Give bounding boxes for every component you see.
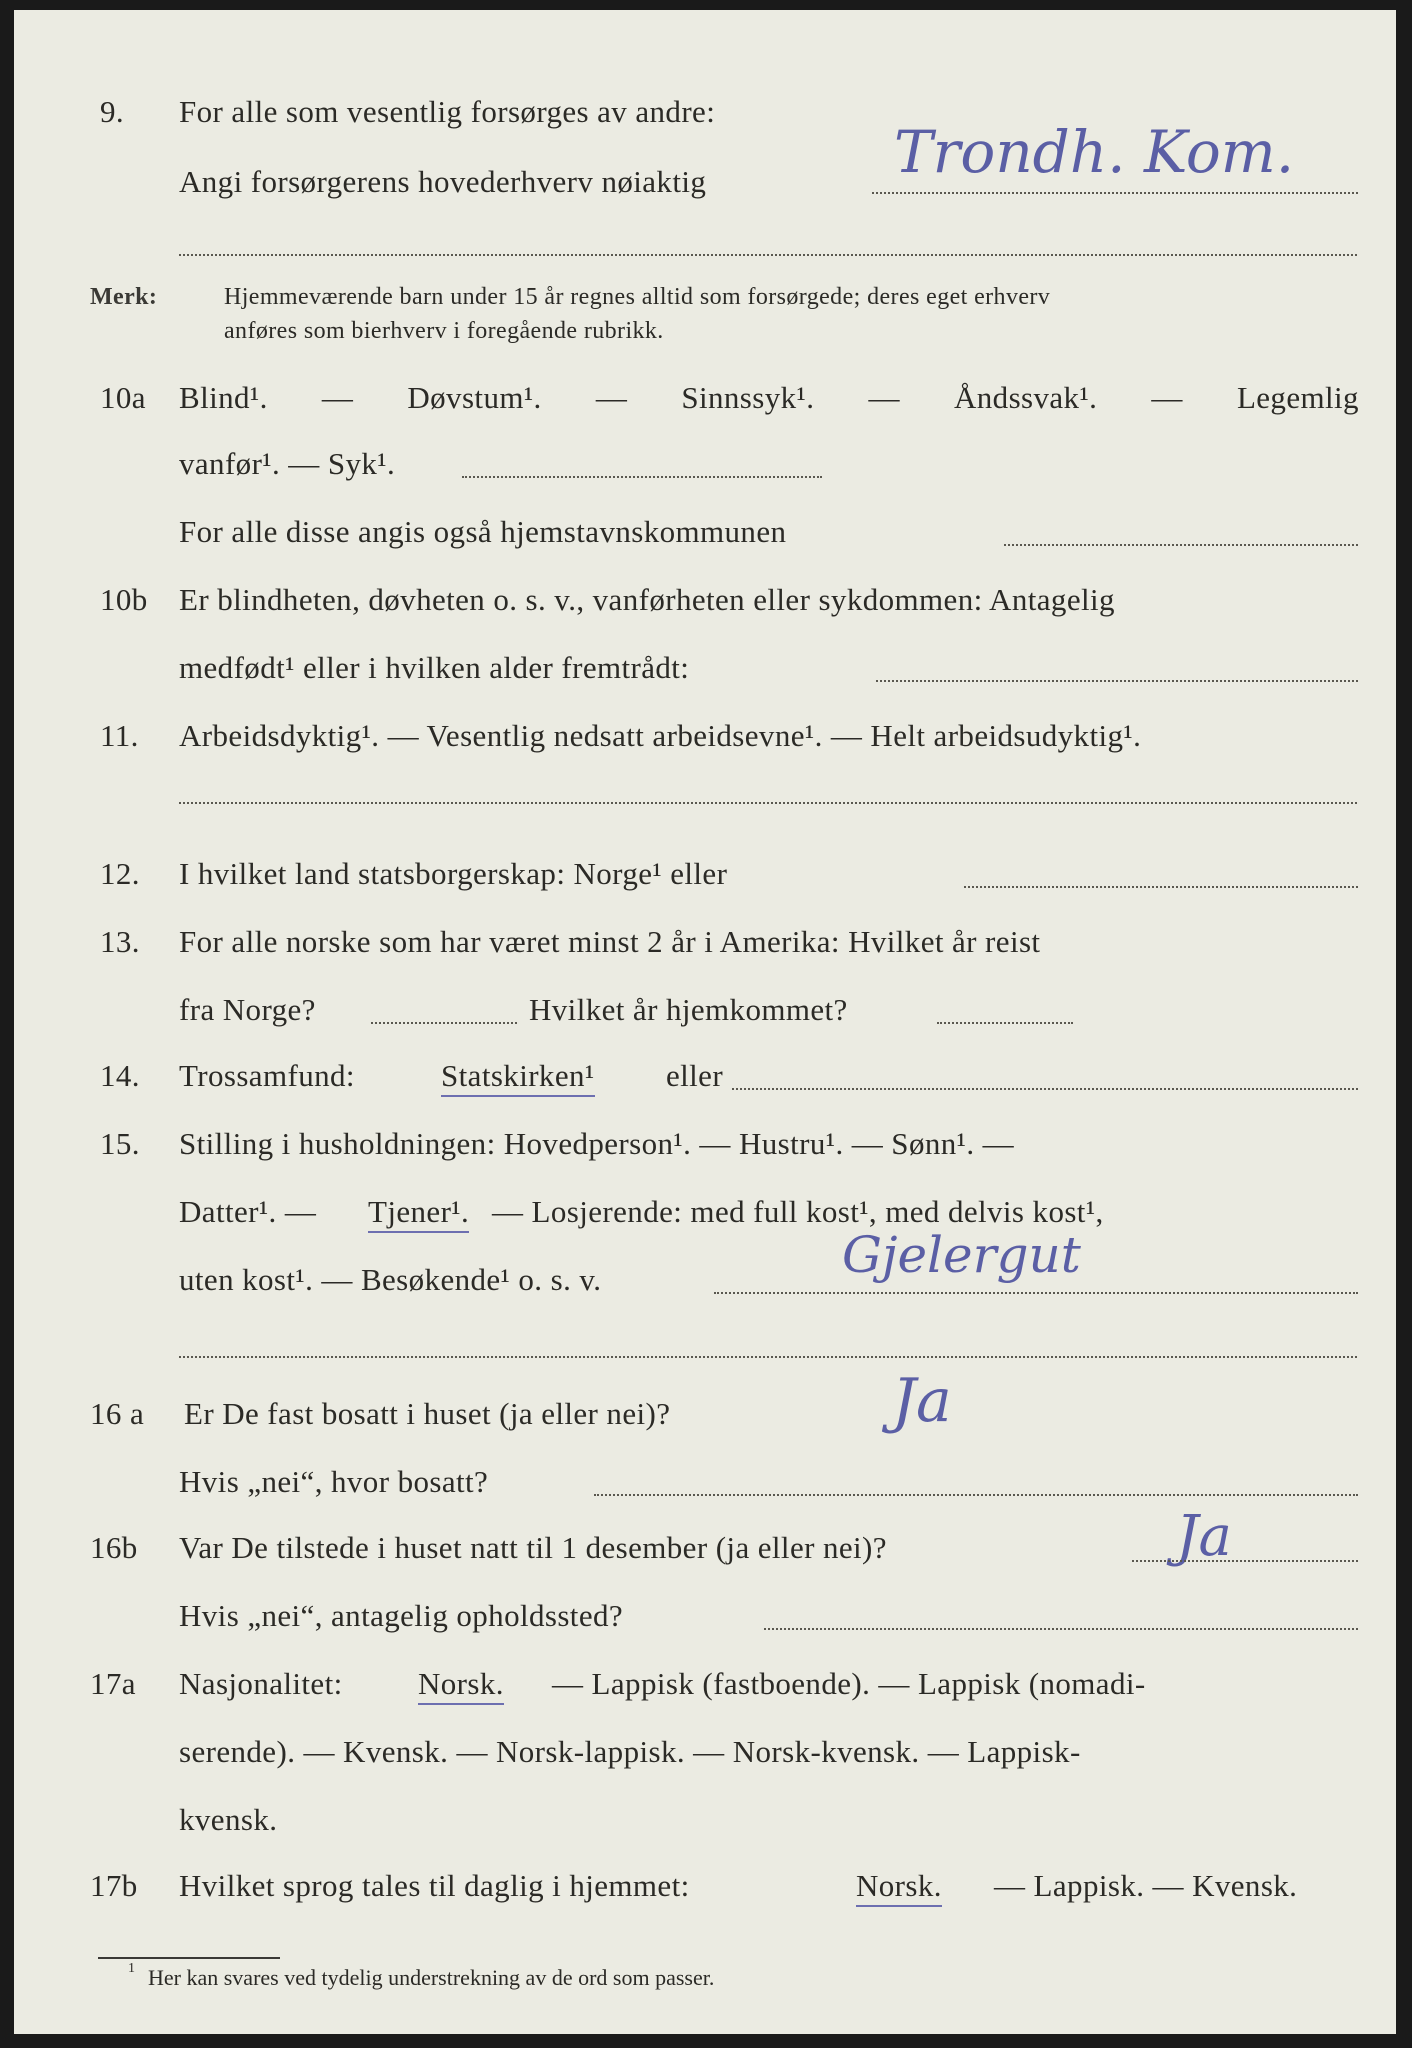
q17a-text-3: kvensk. — [179, 1802, 278, 1837]
census-form-page — [14, 10, 1396, 2034]
q10a-opt-3: — — [595, 380, 628, 415]
q14-row — [14, 1052, 1396, 1112]
q10a-opt-0: Blind¹. — [179, 380, 268, 415]
q17a-text-2: serende). — Kvensk. — Norsk-lappisk. — Norsk-kvensk. — Lappisk- — [179, 1734, 1081, 1769]
q13-row-2 — [14, 986, 1396, 1046]
q17b-text-1c: — Lappisk. — Kvensk. — [994, 1868, 1298, 1903]
q10b-row — [14, 576, 1396, 636]
q15-tjener: Tjener¹. — [368, 1194, 469, 1233]
merk-text-1: Hjemmeværende barn under 15 år regnes alltid som forsørgede; deres eget erhverv — [224, 284, 1051, 310]
q10a-row — [14, 374, 1396, 434]
q16b-number: 16b — [90, 1530, 138, 1565]
q13-row — [14, 918, 1396, 978]
q10a-number: 10a — [100, 380, 146, 415]
q12-number: 12. — [100, 856, 140, 891]
q15-text-1: Stilling i husholdningen: Hovedperson¹. — Hustru¹. — Sønn¹. — — [179, 1126, 1015, 1161]
q9-answer-line — [872, 192, 1358, 194]
q16a-text-1: Er De fast bosatt i huset (ja eller nei)? — [184, 1396, 671, 1431]
q10a-text-3: For alle disse angis også hjemstavnskommunen — [179, 514, 787, 549]
q10b-number: 10b — [100, 582, 148, 617]
q16a-handwritten-answer: Ja — [892, 1366, 952, 1436]
q10b-answer-line — [876, 680, 1358, 682]
q15-number: 15. — [100, 1126, 140, 1161]
q14-statskirken: Statskirken¹ — [441, 1058, 595, 1097]
q15-row — [14, 1120, 1396, 1180]
merk-row-2 — [14, 312, 1396, 372]
q10a-opt-6: Åndssvak¹. — [953, 380, 1098, 415]
footnote-text: Her kan svares ved tydelig understrekning av de ord som passer. — [148, 1965, 715, 1990]
q10a-opt-1: — — [321, 380, 354, 415]
q17a-norsk: Norsk. — [418, 1666, 504, 1705]
q17a-row — [14, 1660, 1396, 1720]
q15-text-2c: — Losjerende: med full kost¹, med delvis kost¹, — [492, 1194, 1104, 1229]
q10a-opt-2: Døvstum¹. — [407, 380, 542, 415]
q15-handwritten-answer: Gjelergut — [842, 1226, 1081, 1284]
q16b-text-2: Hvis „nei“, antagelig opholdssted? — [179, 1598, 624, 1633]
q15-answer-line-2 — [179, 1356, 1357, 1358]
q10a-opt-7: — — [1151, 380, 1183, 415]
q17b-row — [14, 1862, 1396, 1922]
q13-return-line — [937, 1022, 1073, 1024]
q10a-opt-5: — — [868, 380, 900, 415]
q13-number: 13. — [100, 924, 140, 959]
q16a-answer-line — [594, 1494, 1358, 1496]
q10b-text-1: Er blindheten, døvheten o. s. v., vanførheten eller sykdommen: Antagelig — [179, 582, 1115, 617]
q10a-opt-8: Legemlig — [1236, 380, 1359, 415]
q11-text: Arbeidsdyktig¹. — Vesentlig nedsatt arbeidsevne¹. — Helt arbeidsudyktig¹. — [179, 718, 1142, 753]
q15-text-3: uten kost¹. — Besøkende¹ o. s. v. — [179, 1262, 602, 1297]
q9-number: 9. — [100, 94, 125, 129]
q17a-text-1a: Nasjonalitet: — [179, 1666, 343, 1701]
q17a-text-1c: — Lappisk (fastboende). — Lappisk (nomadi- — [552, 1666, 1146, 1701]
q13-text-2a: fra Norge? — [179, 992, 316, 1027]
q16b-answer-line — [1132, 1560, 1358, 1562]
q15-answer-line — [714, 1292, 1358, 1294]
q12-answer-line — [964, 886, 1358, 888]
q10b-text-2: medfødt¹ eller i hvilken alder fremtrådt: — [179, 650, 690, 685]
q10b-row-2 — [14, 644, 1396, 704]
q15-row-2 — [14, 1188, 1396, 1248]
q11-number: 11. — [100, 718, 139, 753]
q9-instruction: Angi forsørgerens hovederhverv nøiaktig — [179, 164, 707, 199]
q17a-number: 17a — [90, 1666, 136, 1701]
q10a-row-2 — [14, 440, 1396, 500]
q17a-row-2 — [14, 1728, 1396, 1788]
merk-label: Merk: — [90, 284, 158, 310]
q10a-options — [179, 380, 1359, 416]
merk-text-2: anføres som bierhverv i foregående rubrikk. — [224, 318, 664, 344]
q14-number: 14. — [100, 1058, 140, 1093]
q17b-number: 17b — [90, 1868, 138, 1903]
q16b-handwritten-answer: Ja — [1176, 1504, 1232, 1569]
q10a-answer-line-2 — [1004, 544, 1358, 546]
q16b-text-1: Var De tilstede i huset natt til 1 desember (ja eller nei)? — [179, 1530, 887, 1565]
q14-text-1a: Trossamfund: — [179, 1058, 355, 1093]
q9-handwritten-answer: Trondh. Kom. — [894, 118, 1295, 186]
q16a-number: 16 a — [90, 1396, 145, 1431]
q10a-opt-4: Sinnssyk¹. — [681, 380, 815, 415]
q9-row-2 — [14, 158, 1396, 218]
q13-text-2b: Hvilket år hjemkommet? — [529, 992, 848, 1027]
footnote-mark: 1 — [128, 1961, 135, 1976]
q17b-norsk: Norsk. — [856, 1868, 942, 1907]
q16a-row — [14, 1390, 1396, 1450]
q16b-row-2 — [14, 1592, 1396, 1652]
q11-row — [14, 712, 1396, 772]
footnote-divider — [98, 1957, 280, 1959]
q17b-text-1a: Hvilket sprog tales til daglig i hjemmet: — [179, 1868, 690, 1903]
q14-answer-line — [732, 1088, 1358, 1090]
q9-question: For alle som vesentlig forsørges av andre: — [179, 94, 716, 129]
q12-row — [14, 850, 1396, 910]
q13-departure-line — [371, 1022, 517, 1024]
q10a-text-2: vanfør¹. — Syk¹. — [179, 446, 396, 481]
q12-text: I hvilket land statsborgerskap: Norge¹ eller — [179, 856, 728, 891]
footnote — [128, 1961, 715, 1991]
q15-row-3 — [14, 1256, 1396, 1316]
q10a-answer-line — [462, 476, 822, 478]
q15-text-2a: Datter¹. — — [179, 1194, 317, 1229]
q9-answer-line-2 — [179, 254, 1357, 256]
q16a-text-2: Hvis „nei“, hvor bosatt? — [179, 1464, 489, 1499]
q11-answer-line — [179, 802, 1357, 804]
q16b-answer-line-2 — [764, 1628, 1358, 1630]
q14-text-1c: eller — [666, 1058, 724, 1093]
q10a-row-3 — [14, 508, 1396, 568]
q17a-row-3 — [14, 1796, 1396, 1856]
q13-text-1: For alle norske som har været minst 2 år i Amerika: Hvilket år reist — [179, 924, 1041, 959]
